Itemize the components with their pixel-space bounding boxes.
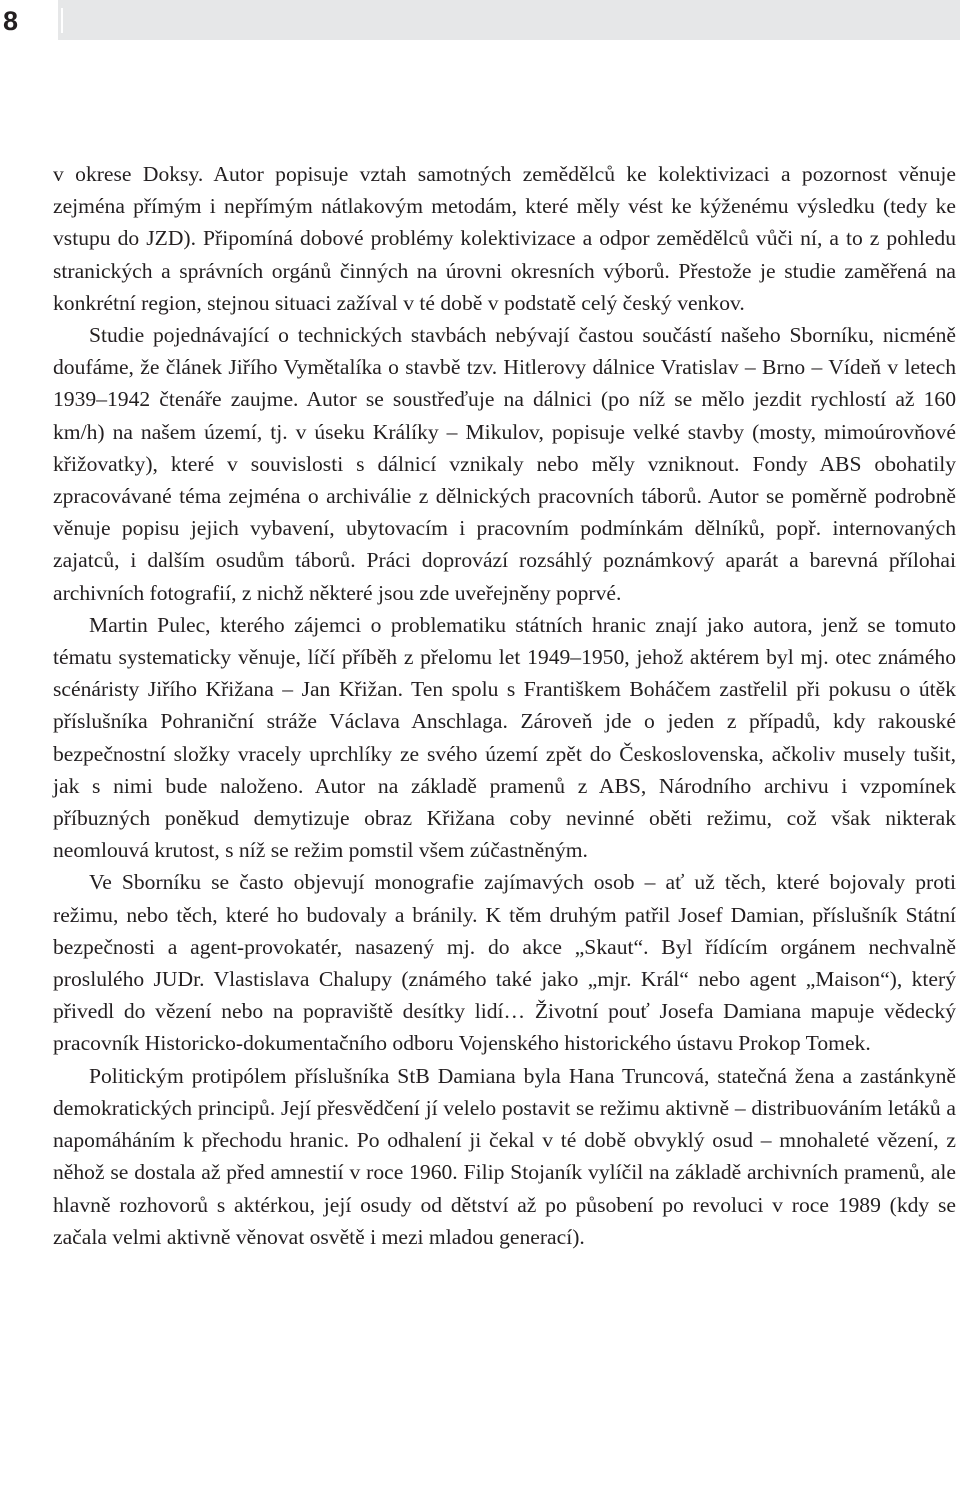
page-number: 8 — [0, 0, 58, 40]
header-divider — [61, 8, 63, 33]
paragraph-5: Politickým protipólem příslušníka StB Damiana byla Hana Truncová, statečná žena a zastánkyně demokratických principů. Její přesvědčení jí velelo postavit se režimu aktivně – distribuováním letáků a napomáháním k přechodu hranic. Po odhalení ji čekal v té době obvyklý osud – mnohaleté vězení, z něhož se dostala až před amnestií v roce 1960. Filip Stojaník vylíčil na základě archivních pramenů, ale hlavně rozhovorů s aktérkou, její osudy od dětství až po působení po revoluci v roce 1989 (kdy se začala velmi aktivně věnovat osvětě i mezi mladou generací). — [53, 1063, 956, 1249]
paragraph-3: Martin Pulec, kterého zájemci o problematiku státních hranic znají jako autora, jenž se tomuto tématu systematicky věnuje, líčí příběh z přelomu let 1949–1950, jehož aktérem byl mj. otec známého scénáristy Jiřího Křižana – Jan Křižan. Ten spolu s Františkem Boháčem zastřelil při pokusu o útěk příslušníka Pohraniční stráže Václava Anschlaga. Zároveň jde o jeden z případů, kdy rakouské bezpečnostní složky vracely uprchlíky ze svého území zpět do Československa, ačkoliv musely tušit, jak s nimi bude naloženo. Autor na základě pramenů z ABS, Národního archivu i vzpomínek příbuzných poněkud demytizuje obraz Křižana coby nevinné oběti režimu, což však nikterak neomlouvá krutost, s níž se režim pomstil všem zúčastněným. — [53, 612, 956, 863]
body-text — [53, 158, 956, 1253]
paragraph-1: v okrese Doksy. Autor popisuje vztah samotných zemědělců ke kolektivizaci a pozornost věnuje zejména přímým i nepřímým nátlakovým metodám, které měly vést ke kýženému výsledku (tedy ke vstupu do JZD). Připomíná dobové problémy kolektivizace a odpor zemědělců vůči ní, a to z pohledu stranických a správních orgánů činných na úrovni okresních výborů. Přestože je studie zaměřená na konkrétní region, stejnou situaci zažíval v té době v podstatě celý český venkov. — [53, 162, 956, 315]
page-header — [0, 0, 960, 40]
paragraph-4: Ve Sborníku se často objevují monografie zajímavých osob – ať už těch, které bojovaly proti režimu, nebo těch, které ho budovaly a bránily. K těm druhým patřil Josef Damian, příslušník Státní bezpečnosti a agent-provokatér, nasazený mj. do akce „Skaut“. Byl řídícím orgánem nechvalně proslulého JUDr. Vlastislava Chalupy (známého také jako „mjr. Král“ nebo agent „Maison“), který přivedl do vězení nebo na popraviště desítky lidí… Životní pouť Josefa Damiana mapuje vědecký pracovník Historicko-dokumentačního odboru Vojenského historického ústavu Prokop Tomek. — [53, 870, 956, 1056]
paragraph-2: Studie pojednávající o technických stavbách nebývají častou součástí našeho Sborníku, nicméně doufáme, že článek Jiřího Vymětalíka o stavbě tzv. Hitlerovy dálnice Vratislav – Brno – Vídeň v letech 1939–1942 čtenáře zaujme. Autor se soustřeďuje na dálnici (po níž se mělo jezdit rychlostí až 160 km/h) na našem území, tj. v úseku Králíky – Mikulov, popisuje velké stavby (mosty, mimoúrovňové křižovatky), které v souvislosti s dálnicí vznikaly nebo měly vzniknout. Fondy ABS obohatily zpracovávané téma zejména o archiválie z dělnických pracovních táborů. Autor se poměrně podrobně věnuje popisu jejich vybavení, ubytovacím i pracovním podmínkám dělníků, popř. internovaných zajatců, i dalším osudům táborů. Práci doprovází rozsáhlý poznámkový aparát a barevná přílohai archivních fotografií, z nichž některé jsou zde uveřejněny poprvé. — [53, 323, 956, 605]
